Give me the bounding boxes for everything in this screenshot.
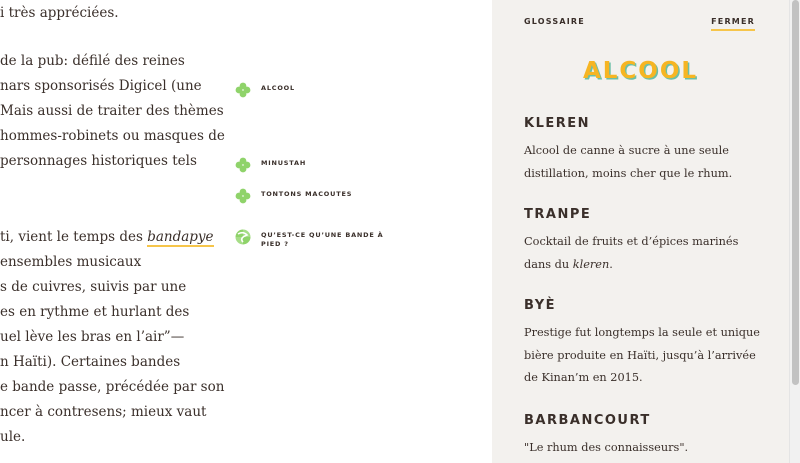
- scrollbar-thumb[interactable]: [792, 0, 799, 385]
- article-line: n Haïti). Certaines bandes: [0, 354, 181, 370]
- glossary-entry: [524, 116, 764, 185]
- scrollbar[interactable]: [789, 0, 800, 463]
- article-line: e bande passe, précédée par son: [0, 379, 225, 395]
- article-line: es en rythme et hurlant des: [0, 304, 190, 320]
- clover-icon: [235, 188, 251, 204]
- article-line: ncer à contresens; mieux vaut: [0, 404, 207, 420]
- definition-text: Cocktail de fruits et d’épices marinés dans du: [524, 235, 739, 271]
- margin-note-label: TONTONS MACOUTES: [261, 190, 353, 198]
- article-line: personnages historiques tels: [0, 153, 197, 169]
- article-line: uel lève les bras en l’air”—: [0, 329, 185, 345]
- glossary-term: BARBANCOURT: [524, 413, 651, 428]
- article-line: s de cuivres, suivis par une: [0, 279, 187, 295]
- margin-note-tontons-macoutes[interactable]: [235, 190, 386, 204]
- margin-note-minustah[interactable]: [235, 159, 386, 173]
- definition-text-end: .: [609, 257, 613, 271]
- glossary-heading: ALCOOL: [582, 58, 699, 84]
- close-button[interactable]: FERMER: [711, 17, 755, 31]
- margin-note-label: QU’EST-CE QU’UNE BANDE À PIED ?: [261, 231, 384, 248]
- article-line: i très appréciées.: [0, 5, 119, 21]
- clover-icon: [235, 157, 251, 173]
- glossary-entry: [524, 413, 764, 460]
- glossary-definition: Alcool de canne à sucre à une seule distillation, moins cher que le rhum.: [524, 144, 733, 180]
- margin-note-label: ALCOOL: [261, 84, 295, 92]
- glossary-header: [524, 17, 755, 31]
- glossary-definition: [524, 231, 764, 276]
- article-line: ensembles musicaux: [0, 254, 142, 270]
- article-line: hommes-robinets ou masques de: [0, 128, 225, 144]
- article-line: nars sponsorisés Digicel (une: [0, 78, 202, 94]
- glossary-term: KLEREN: [524, 116, 591, 131]
- article-line: Mais aussi de traiter des thèmes: [0, 103, 224, 119]
- margin-note-label: MINUSTAH: [261, 159, 307, 167]
- definition-italic: kleren: [572, 257, 610, 271]
- glossary-label: GLOSSAIRE: [524, 17, 585, 26]
- article-line-start: ti, vient le temps des: [0, 229, 148, 245]
- margin-note-bande-a-pied[interactable]: [235, 231, 386, 249]
- glossary-entry: [524, 298, 764, 390]
- article-line: ule.: [0, 429, 26, 445]
- glossary-entry: [524, 207, 764, 276]
- glossary-definition: "Le rhum des connaisseurs".: [524, 441, 689, 454]
- article-line: de la pub: défilé des reines: [0, 53, 185, 69]
- s-shape-icon: [235, 229, 251, 245]
- glossary-definition: Prestige fut longtemps la seule et unique bière produite en Haïti, jusqu’à l’arrivée de Kinan’m en 2015.: [524, 326, 760, 384]
- margin-note-alcool[interactable]: [235, 84, 386, 98]
- glossary-term: TRANPE: [524, 207, 592, 222]
- clover-icon: [235, 82, 251, 98]
- article-text: [0, 0, 260, 463]
- article-line: [0, 227, 214, 247]
- glossary-panel: [492, 0, 789, 463]
- glossary-term: BYÈ: [524, 298, 556, 313]
- glossary-link-bandapye[interactable]: bandapye: [147, 229, 214, 245]
